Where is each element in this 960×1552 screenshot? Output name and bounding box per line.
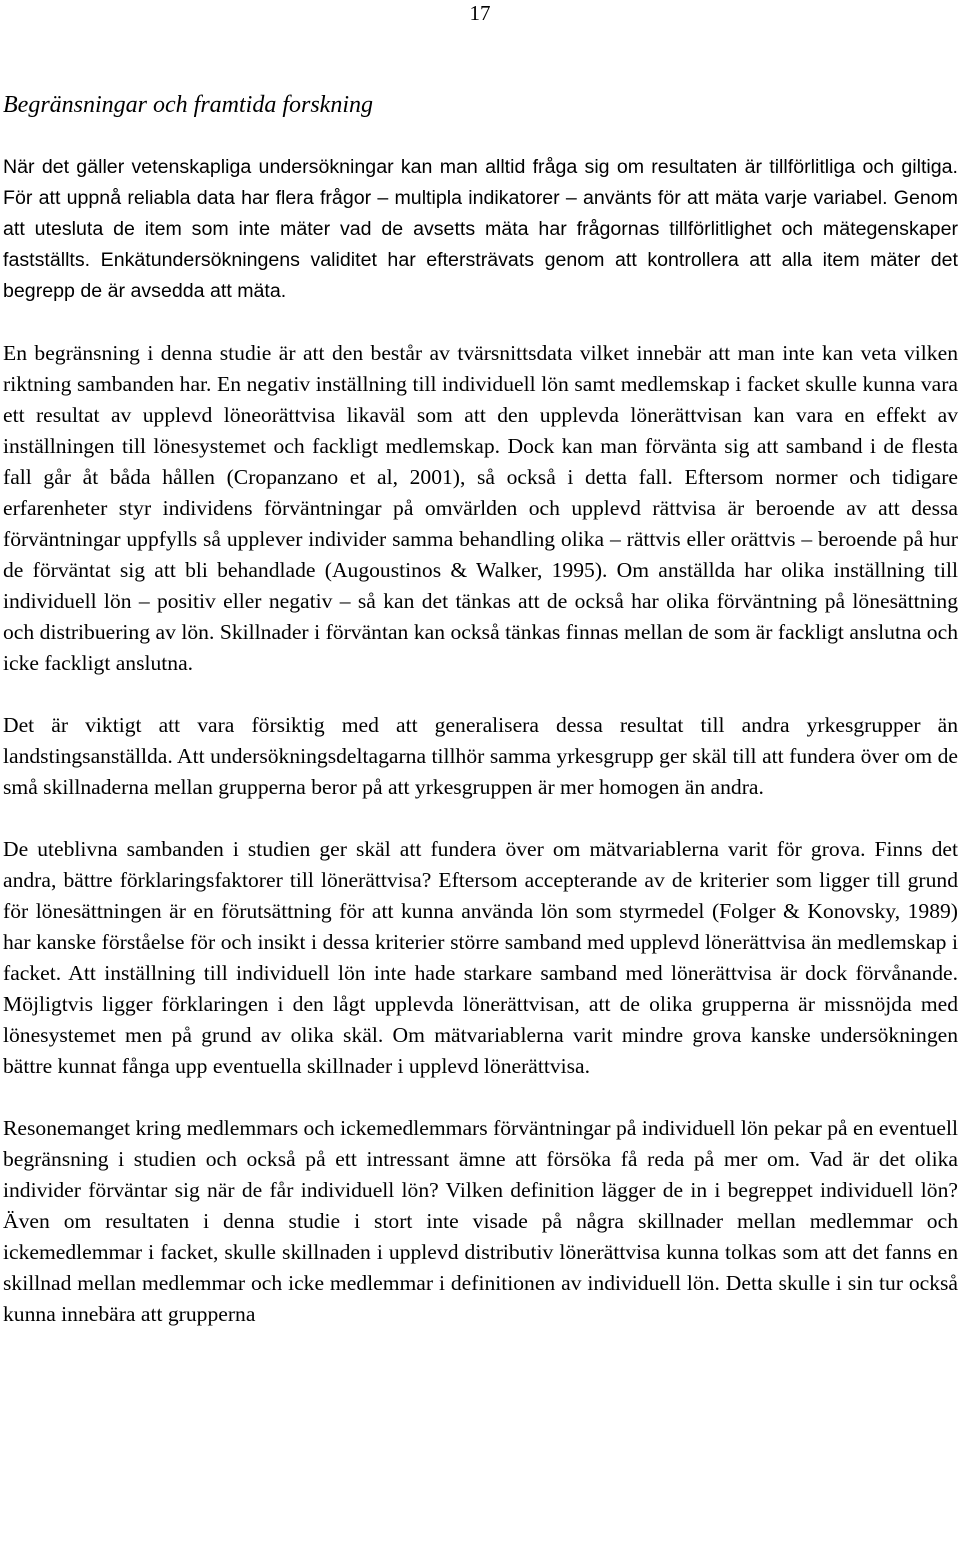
paragraph-future-research: Resonemanget kring medlemmars och ickemedlemmars förväntningar på individuell lön pekar på en eventuell begränsning i studien och också på ett intressant ämne att försöka få reda på mer om. Vad är det olika individer förväntar sig när de får individuell lön? Vilken definition lägger de in i begreppet individuell lön? Även om resultaten i denna studie i stort inte visade på några skillnader mellan medlemmar och ickemedlemmar i facket, skulle skillnaden i upplevd distributiv lönerättvisa kunna tolkas som att det fanns en skillnad mellan medlemmar och icke medlemmar i definitionen av individuell lön. Detta skulle i sin tur också kunna innebära att grupperna [3,1116,958,1326]
page-number: 17 [469,1,491,25]
paragraph-limitation: En begränsning i denna studie är att den består av tvärsnittsdata vilket innebär att man inte kan veta vilken riktning sambanden har. En negativ inställning till individuell lön samt medlemskap i facket skulle kunna vara ett resultat av upplevd löneorättvisa likaväl som att den upplevda lönerättvisan kan vara en effekt av inställningen till lönesystemet och fackligt medlemskap. Dock kan man förvänta sig att samband i de flesta fall går åt båda hållen (Cropanzano et al, 2001), så också i detta fall. Eftersom normer och tidigare erfarenheter styr individens förväntningar på omvärlden och upplevd rättvisa är beroende av att dessa förväntningar uppfylls så upplever individer samma behandling olika – rättvis eller orättvis – beroende på hur de förväntat sig att bli behandlade (Augoustinos & Walker, 1995). Om anställda har olika inställning till individuell lön – positiv eller negativ – så kan det tänkas att de också har olika förväntning på lönesättning och distribuering av lön. Skillnader i förväntan kan också tänkas finnas mellan de som är fackligt anslutna och icke fackligt anslutna. [3,341,958,675]
paragraph-generalization: Det är viktigt att vara försiktig med att generalisera dessa resultat till andra yrkesgrupper än landstingsanställda. Att undersökningsdeltagarna tillhör samma yrkesgrupp ger skäl till att fundera över om de små skillnaderna mellan grupperna beror på att yrkesgruppen är mer homogen än andra. [3,713,958,799]
document-body [3,90,958,1330]
section-heading: Begränsningar och framtida forskning [3,92,373,118]
paragraph-reliability: När det gäller vetenskapliga undersökningar kan man alltid fråga sig om resultaten är tillförlitliga och giltiga. För att uppnå reliabla data har flera frågor – multipla indikatorer – använts för att mäta varje variabel. Genom att utesluta de item som inte mäter vad de avsetts mäta har frågornas tillförlitlighet och mätegenskaper fastställts. Enkätundersökningens validitet har eftersträvats genom att kontrollera att alla item mäter det begrepp de är avsedda att mäta. [3,156,958,302]
paragraph-measurement: De uteblivna sambanden i studien ger skäl att fundera över om mätvariablerna varit för grova. Finns det andra, bättre förklaringsfaktorer till lönerättvisa? Eftersom accepterande av de kriterier som ligger till grund för lönesättningen är en förutsättning för att kunna använda lön som styrmedel (Folger & Konovsky, 1989) har kanske förståelse för och insikt i dessa kriterier större samband med upplevd lönerättvisa än medlemskap i facket. Att inställning till individuell lön inte hade starkare samband med lönerättvisa är dock förvånande. Möjligtvis ligger förklaringen i den lågt upplevda lönerättvisan, att de olika grupperna är missnöjda med lönesystemet men på grund av olika skäl. Om mätvariablerna varit mindre grova kanske undersökningen bättre kunnat fånga upp eventuella skillnader i upplevd lönerättvisa. [3,837,958,1078]
